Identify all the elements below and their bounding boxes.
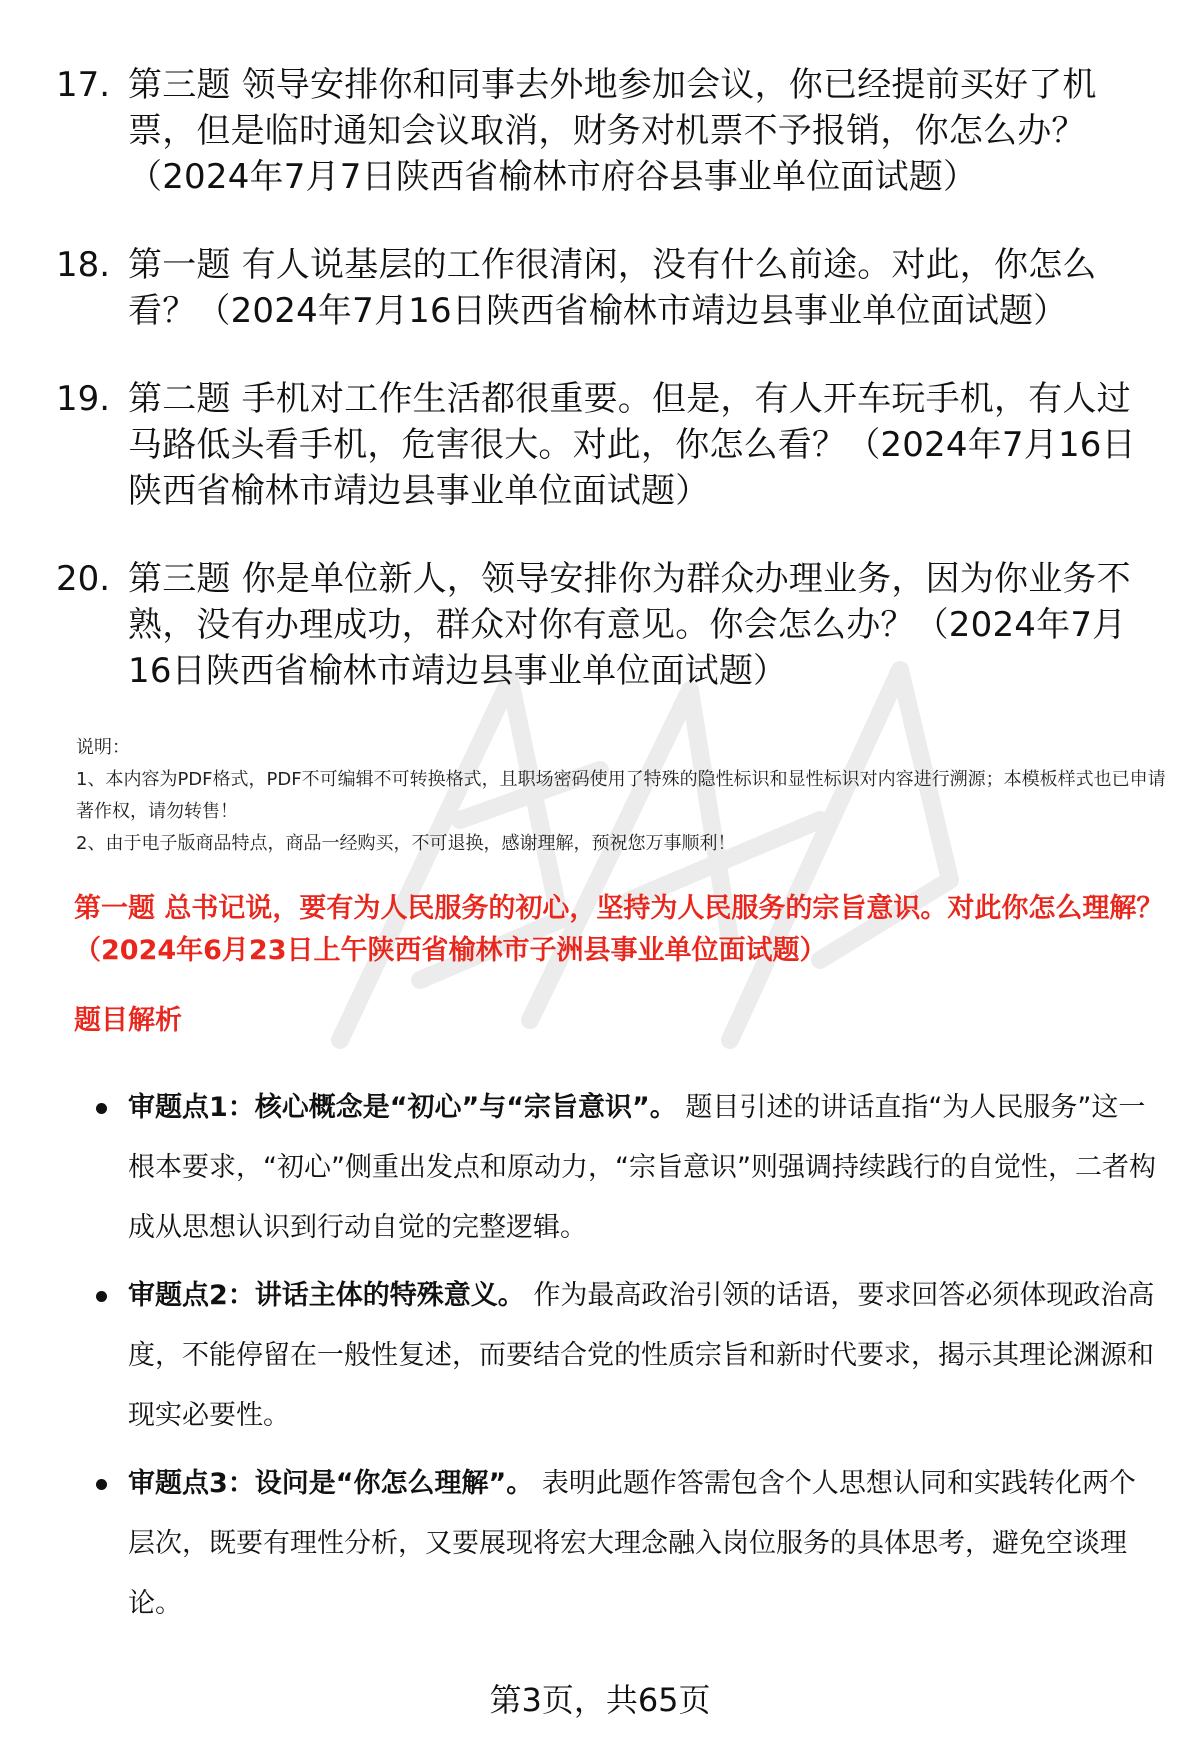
point-heading: 审题点2：讲话主体的特殊意义。 xyxy=(128,1280,525,1311)
question-list xyxy=(56,62,1156,736)
notes-block xyxy=(76,732,1166,860)
analysis-point xyxy=(96,1078,1156,1258)
note-item: 1、本内容为PDF格式，PDF不可编辑不可转换格式，且职场密码使用了特殊的隐性标识和显性标识对内容进行溯源；本模板样式也已申请著作权，请勿转售！ xyxy=(76,769,1166,822)
question-text: 第二题 手机对工作生活都很重要。但是，有人开车玩手机，有人过马路低头看手机，危害很大。对此，你怎么看？（2024年7月16日陕西省榆林市靖边县事业单位面试题） xyxy=(128,379,1136,511)
point-body: 作为最高政治引领的话语，要求回答必须体现政治高度，不能停留在一般性复述，而要结合党的性质宗旨和新时代要求，揭示其理论渊源和现实必要性。 xyxy=(128,1280,1155,1431)
question-text: 第三题 你是单位新人，领导安排你为群众办理业务，因为你业务不熟，没有办理成功，群众对你有意见。你会怎么办？（2024年7月16日陕西省榆林市靖边县事业单位面试题） xyxy=(128,559,1131,691)
notes-heading: 说明： xyxy=(76,737,130,758)
bullet-icon xyxy=(96,1103,107,1114)
page-number: 第3页，共65页 xyxy=(489,1681,711,1719)
analysis-point xyxy=(96,1454,1156,1634)
question-number: 18. xyxy=(56,245,111,285)
note-item: 2、由于电子版商品特点，商品一经购买，不可退换，感谢理解，预祝您万事顺利！ xyxy=(76,833,736,854)
question-item xyxy=(56,242,1156,334)
question-text: 第三题 领导安排你和同事去外地参加会议，你已经提前买好了机票，但是临时通知会议取消，财务对机票不予报销，你怎么办？（2024年7月7日陕西省榆林市府谷县事业单位面试题） xyxy=(128,65,1097,197)
question-number: 17. xyxy=(56,65,111,105)
point-heading: 审题点3：设问是“你怎么理解”。 xyxy=(128,1468,534,1499)
question-number: 20. xyxy=(56,559,111,599)
question-number: 19. xyxy=(56,379,111,419)
featured-question: 第一题 总书记说，要有为人民服务的初心，坚持为人民服务的宗旨意识。对此你怎么理解？（2024年6月23日上午陕西省榆林市子洲县事业单位面试题） xyxy=(74,893,1164,966)
point-body: 表明此题作答需包含个人思想认同和实践转化两个层次，既要有理性分析，又要展现将宏大理念融入岗位服务的具体思考，避免空谈理论。 xyxy=(128,1468,1136,1619)
bullet-icon xyxy=(96,1291,107,1302)
point-heading: 审题点1：核心概念是“初心”与“宗旨意识”。 xyxy=(128,1092,677,1123)
analysis-title: 题目解析 xyxy=(74,1005,182,1036)
question-text: 第一题 有人说基层的工作很清闲，没有什么前途。对此，你怎么看？（2024年7月16日陕西省榆林市靖边县事业单位面试题） xyxy=(128,245,1097,331)
point-body: 题目引述的讲话直指“为人民服务”这一根本要求，“初心”侧重出发点和原动力，“宗旨意识”则强调持续践行的自觉性，二者构成从思想认识到行动自觉的完整逻辑。 xyxy=(128,1092,1156,1243)
analysis-points xyxy=(96,1078,1156,1642)
question-item xyxy=(56,62,1156,200)
question-item xyxy=(56,376,1156,514)
question-item xyxy=(56,556,1156,694)
analysis-point xyxy=(96,1266,1156,1446)
bullet-icon xyxy=(96,1479,107,1490)
